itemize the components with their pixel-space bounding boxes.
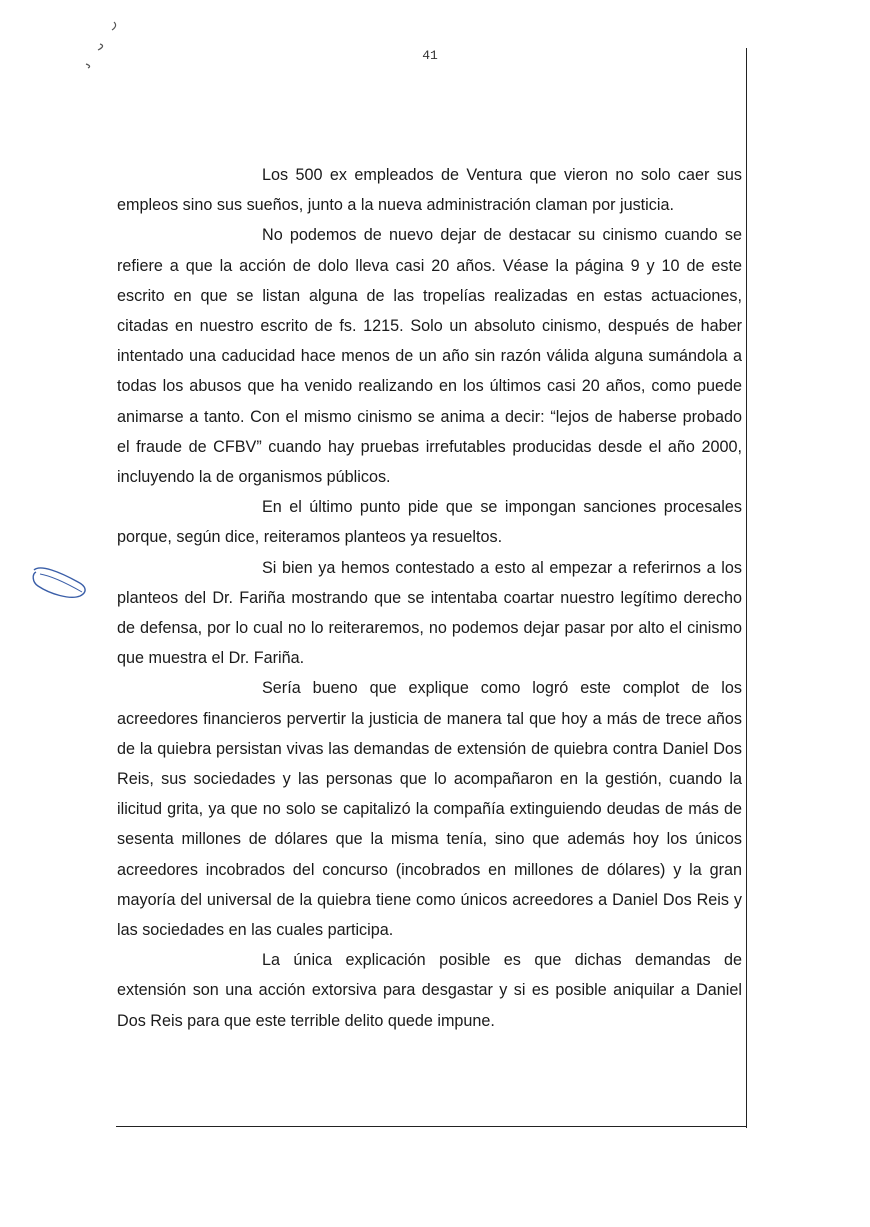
paragraph-3: En el último punto pide que se impongan sanciones procesales porque, según dice, reiteramos planteos ya resueltos. — [117, 498, 742, 547]
document-body — [117, 160, 742, 1036]
paragraph-1: Los 500 ex empleados de Ventura que vieron no solo caer sus empleos sino sus sueños, junto a la nueva administración claman por justicia. — [117, 166, 742, 215]
paragraph-2: No podemos de nuevo dejar de destacar su cinismo cuando se refiere a que la acción de dolo lleva casi 20 años. Véase la página 9 y 10 de este escrito en que se listan alguna de las tropelías realizadas en estas actuaciones, citadas en nuestro escrito de fs. 1215. Solo un absoluto cinismo, después de haber intentado una caducidad hace menos de un año sin razón válida alguna sumándola a todas los abusos que ha venido realizando en los últimos casi 20 años, como puede animarse a tanto. Con el mismo cinismo se anima a decir: “lejos de haberse probado el fraude de CFBV” cuando hay pruebas irrefutables producidas desde el año 2000, incluyendo la de organismos públicos. — [117, 226, 742, 487]
paragraph-4: Si bien ya hemos contestado a esto al empezar a referirnos a los planteos del Dr. Fariña mostrando que se intentaba coartar nuestro legítimo derecho de defensa, por lo cual no lo reiteraremos, no podemos dejar pasar por alto el cinismo que muestra el Dr. Fariña. — [117, 558, 742, 668]
paragraph-6: La única explicación posible es que dichas demandas de extensión son una acción extorsiva para desgastar y si es posible aniquilar a Daniel Dos Reis para que este terrible delito quede impune. — [117, 951, 742, 1030]
paragraph-5: Sería bueno que explique como logró este complot de los acreedores financieros pervertir la justicia de manera tal que hoy a más de trece años de la quiebra persistan vivas las demandas de extensión de quiebra contra Daniel Dos Reis, sus sociedades y las personas que lo acompañaron en la gestión, cuando la ilicitud grita, ya que no solo se capitalizó la compañía extinguiendo deudas de más de sesenta millones de dólares que la misma tenía, sino que además hoy los únicos acreedores incobrados del concurso (incobrados en millones de dólares) y la gran mayoría del universal de la quiebra tiene como únicos acreedores a Daniel Dos Reis y las sociedades en las cuales participa. — [117, 679, 742, 940]
corner-pen-mark — [80, 10, 120, 75]
bottom-rule — [116, 1126, 747, 1127]
margin-rule — [746, 48, 747, 1128]
page-number: 41 — [422, 48, 438, 63]
ink-scribble — [30, 562, 92, 606]
